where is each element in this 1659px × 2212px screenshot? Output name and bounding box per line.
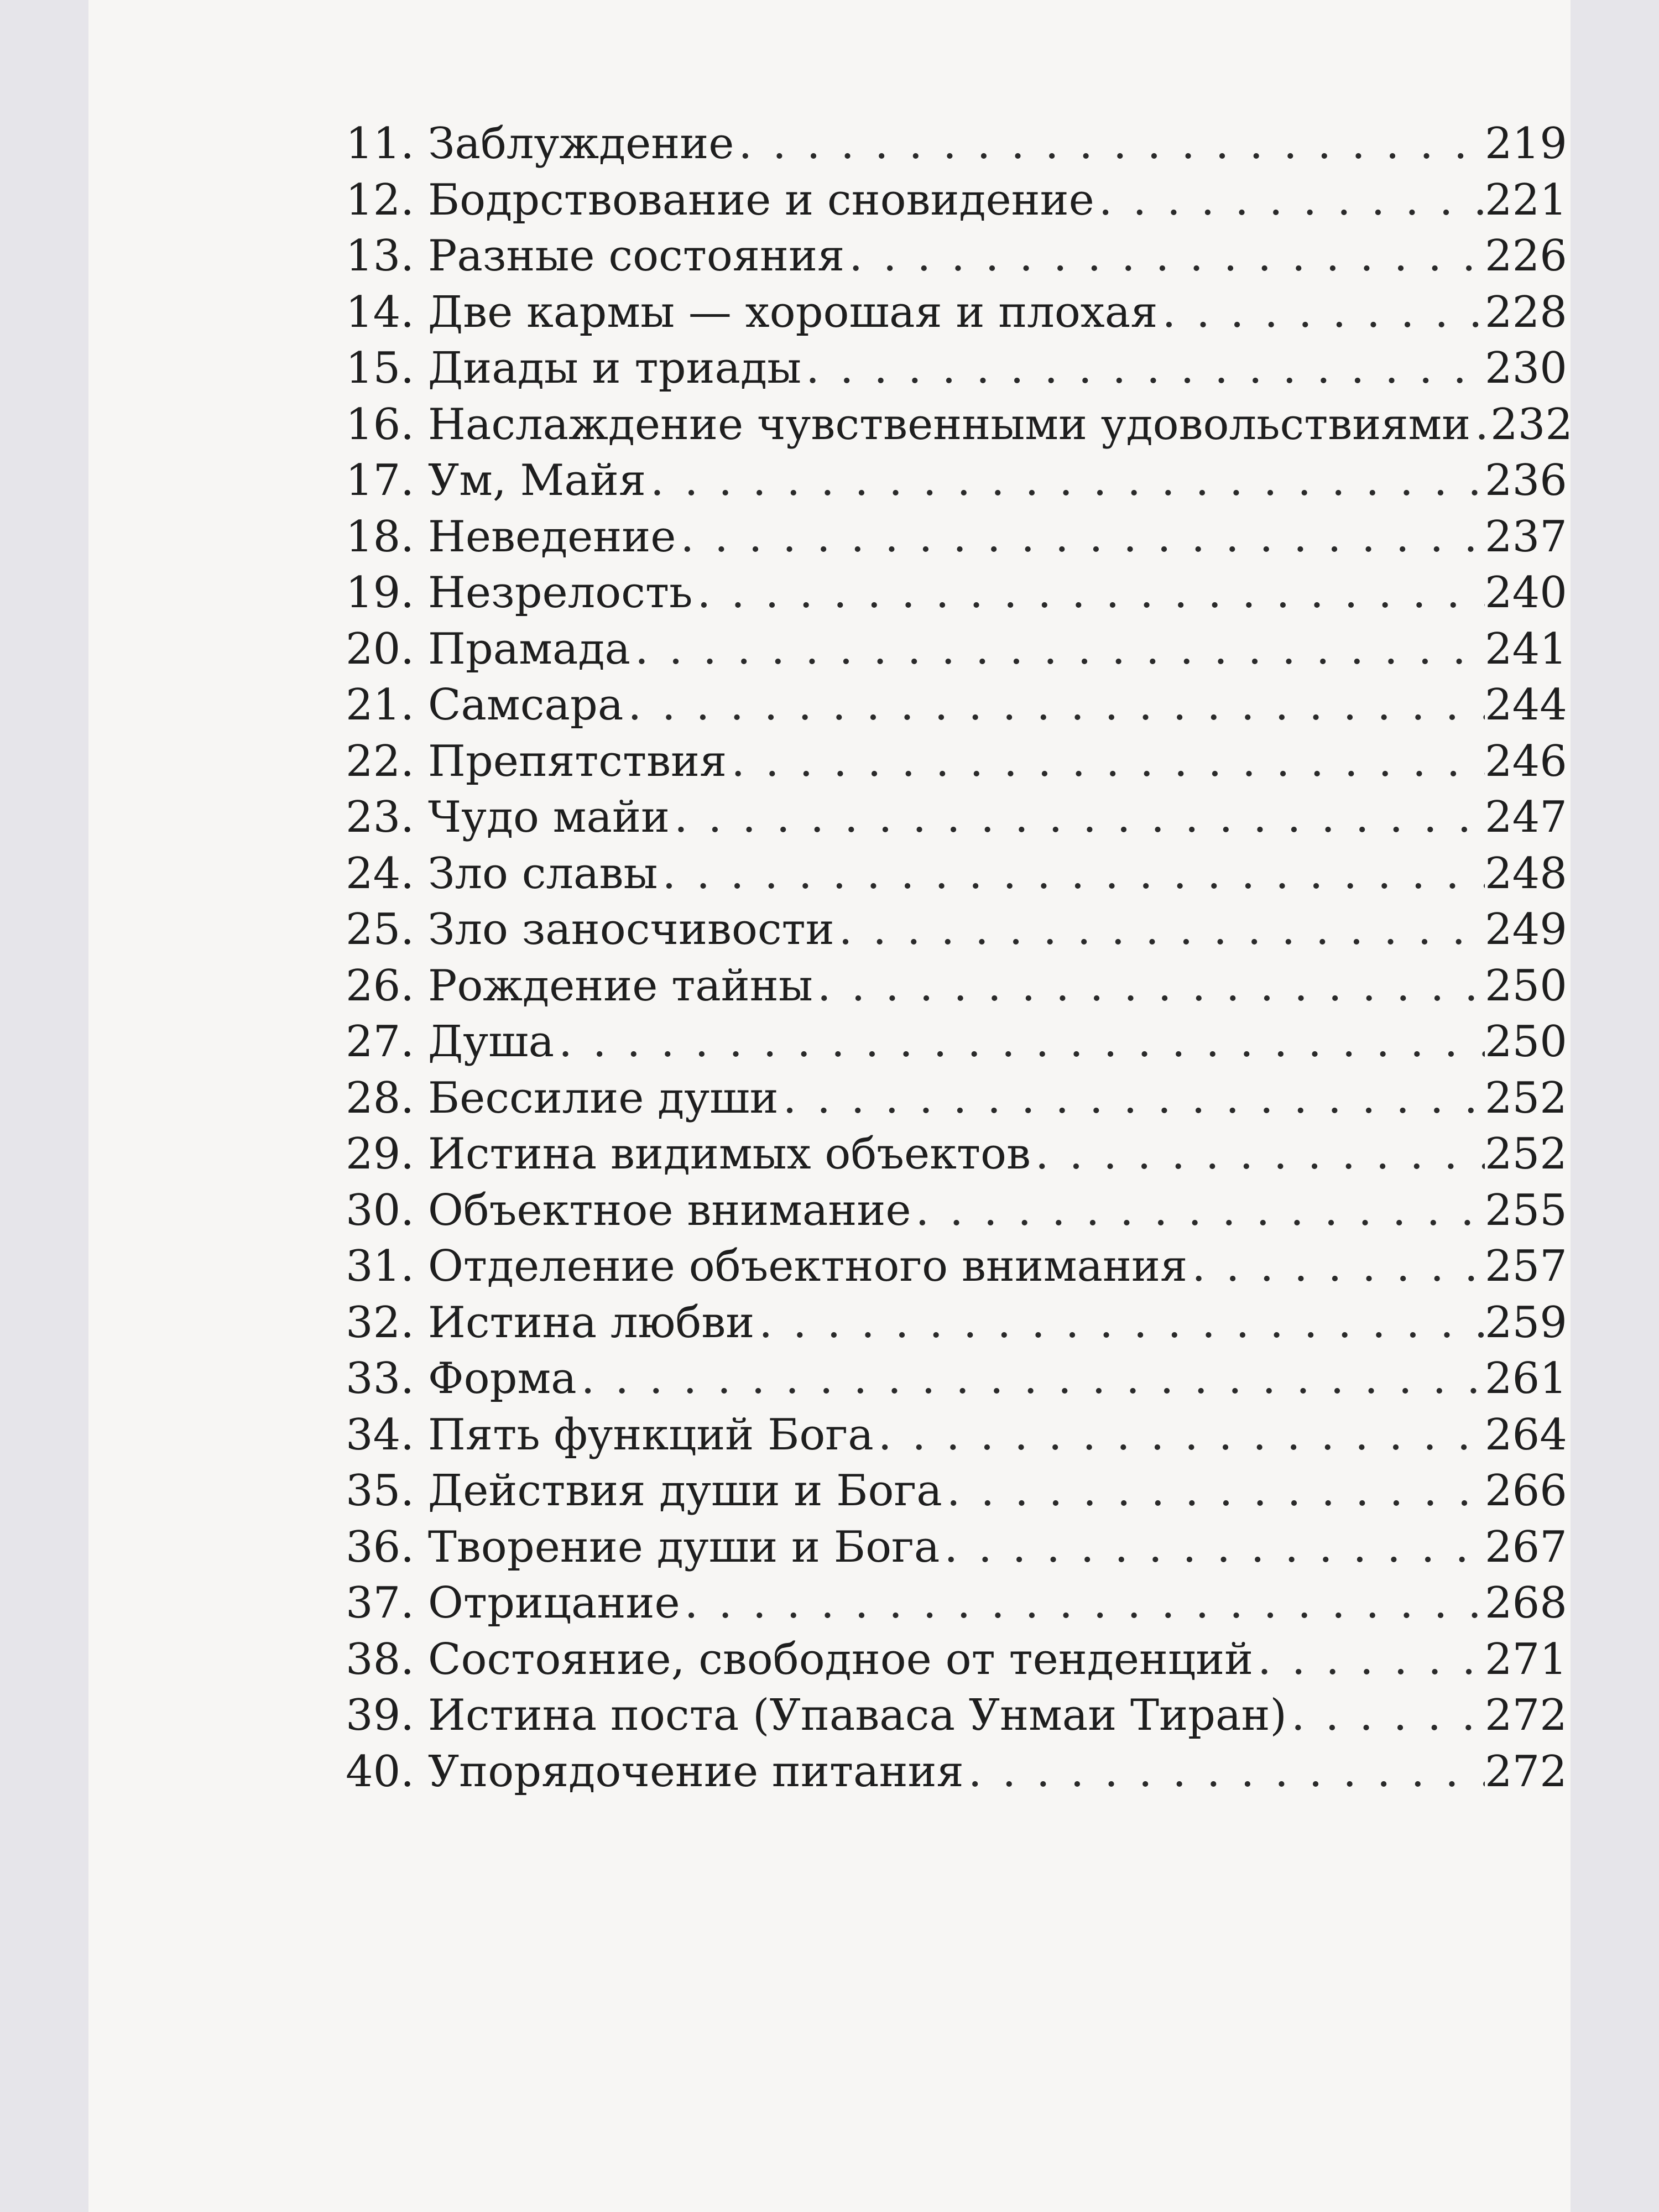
dot-leader [844, 228, 1485, 285]
toc-entry-title: 12. Бодрствование и сновидение [346, 175, 1094, 225]
toc-entry-title: 23. Чудо майи [346, 792, 670, 842]
dot-leader [727, 734, 1485, 790]
toc-entry-page: 267 [1485, 1522, 1567, 1572]
dot-leader [1157, 285, 1485, 341]
toc-entry-page: 244 [1485, 680, 1567, 730]
dot-leader [676, 509, 1485, 566]
toc-entry-title: 36. Творение души и Бога [346, 1522, 940, 1572]
dot-leader [942, 1463, 1485, 1520]
toc-entry-title: 20. Прамада [346, 624, 630, 674]
toc-entry-page: 272 [1485, 1746, 1567, 1797]
toc-entry-title: 17. Ум, Майя [346, 456, 646, 505]
dot-leader [874, 1407, 1485, 1464]
toc-entry [346, 1295, 1567, 1352]
toc-entry-title: 29. Истина видимых объектов [346, 1129, 1031, 1179]
toc-entry-title: 38. Состояние, свободное от тенденций [346, 1634, 1254, 1684]
toc-entry-page: 268 [1485, 1578, 1567, 1628]
toc-entry-title: 34. Пять функций Бога [346, 1410, 874, 1460]
toc-entry-page: 247 [1485, 792, 1567, 842]
toc-entry-page: 250 [1485, 1017, 1567, 1067]
dot-leader [779, 1071, 1485, 1127]
toc-entry-title: 22. Препятствия [346, 736, 727, 786]
dot-leader [813, 958, 1485, 1015]
dot-leader [680, 1575, 1485, 1632]
toc-entry-page: 271 [1485, 1634, 1567, 1684]
toc-entry [346, 1126, 1567, 1183]
toc-entry-title: 19. Незрелость [346, 568, 693, 618]
toc-entry-title: 16. Наслаждение чувственными удовольствиями [346, 399, 1471, 450]
toc-entry [346, 116, 1567, 173]
toc-entry-title: 30. Объектное внимание [346, 1185, 911, 1235]
dot-leader [1031, 1126, 1485, 1183]
toc-entry-title: 35. Действия души и Бога [346, 1466, 942, 1516]
toc-entry-title: 33. Форма [346, 1354, 577, 1404]
toc-entry [346, 846, 1567, 902]
dot-leader [834, 902, 1485, 958]
toc-entry-page: 264 [1485, 1410, 1567, 1460]
dot-leader [630, 622, 1485, 678]
toc-entry-page: 230 [1485, 343, 1567, 393]
toc-entry-title: 18. Неведение [346, 512, 676, 562]
toc-entry [346, 1239, 1567, 1295]
toc-entry-page: 237 [1485, 512, 1567, 562]
toc-entry-title: 25. Зло заносчивости [346, 905, 834, 954]
toc-entry [346, 228, 1567, 285]
toc-entry-title: 21. Самсара [346, 680, 624, 730]
toc-entry [346, 734, 1567, 790]
toc-entry-page: 248 [1485, 848, 1567, 899]
toc-entry [346, 677, 1567, 734]
dot-leader [692, 565, 1485, 622]
toc-entry-page: 241 [1485, 624, 1567, 674]
toc-entry-page: 250 [1485, 961, 1567, 1011]
toc-entry [346, 509, 1567, 566]
toc-entry [346, 622, 1567, 678]
toc-entry-title: 32. Истина любви [346, 1297, 755, 1348]
toc-entry [346, 1575, 1567, 1632]
dot-leader [1287, 1688, 1485, 1744]
dot-leader [911, 1183, 1485, 1239]
toc-entry [346, 790, 1567, 846]
toc-entry-page: 252 [1485, 1129, 1567, 1179]
toc-entry-title: 14. Две кармы — хорошая и плохая [346, 287, 1158, 337]
dot-leader [1253, 1632, 1485, 1688]
toc-entry-title: 28. Бессилие души [346, 1073, 779, 1123]
toc-entry [346, 902, 1567, 958]
book-page [88, 0, 1571, 2212]
toc-entry-page: 226 [1485, 231, 1567, 281]
table-of-contents [346, 116, 1573, 1800]
toc-entry [346, 958, 1567, 1015]
toc-entry-page: 272 [1485, 1691, 1567, 1740]
dot-leader [1094, 173, 1485, 229]
toc-entry-page: 219 [1485, 119, 1567, 169]
dot-leader [670, 790, 1485, 846]
toc-entry-page: 228 [1485, 287, 1567, 337]
toc-entry [346, 1014, 1567, 1071]
toc-entry [346, 1351, 1567, 1407]
toc-entry [346, 285, 1567, 341]
toc-entry-page: 221 [1485, 175, 1567, 225]
dot-leader [940, 1520, 1485, 1576]
toc-entry-title: 15. Диады и триады [346, 343, 802, 393]
dot-leader [577, 1351, 1485, 1407]
dot-leader [734, 116, 1485, 173]
toc-entry-page: 232 [1490, 399, 1573, 450]
dot-leader [554, 1014, 1485, 1071]
toc-entry-title: 39. Истина поста (Упаваса Унмаи Тиран) [346, 1691, 1287, 1740]
toc-entry-title: 40. Упорядочение питания [346, 1746, 964, 1797]
toc-entry [346, 1688, 1567, 1744]
toc-entry-page: 261 [1485, 1354, 1567, 1404]
toc-entry [346, 1744, 1567, 1801]
toc-entry-page: 255 [1485, 1185, 1567, 1235]
toc-entry-title: 24. Зло славы [346, 848, 658, 899]
dot-leader [1187, 1239, 1485, 1295]
toc-entry [346, 1407, 1567, 1464]
toc-entry [346, 173, 1567, 229]
toc-entry-page: 249 [1485, 905, 1567, 954]
toc-entry-page: 257 [1485, 1241, 1567, 1291]
dot-leader [801, 341, 1485, 397]
toc-entry [346, 453, 1567, 509]
toc-entry-page: 240 [1485, 568, 1567, 618]
dot-leader [658, 846, 1485, 902]
toc-entry [346, 341, 1567, 397]
toc-entry-page: 236 [1485, 456, 1567, 505]
toc-entry-title: 27. Душа [346, 1017, 555, 1067]
toc-entry-title: 11. Заблуждение [346, 119, 734, 169]
toc-entry [346, 565, 1567, 622]
toc-entry-title: 31. Отделение объектного внимания [346, 1241, 1188, 1291]
dot-leader [646, 453, 1485, 509]
dot-leader [1470, 397, 1490, 453]
dot-leader [964, 1744, 1485, 1801]
toc-entry-title: 37. Отрицание [346, 1578, 680, 1628]
toc-entry [346, 1463, 1567, 1520]
toc-entry-page: 246 [1485, 736, 1567, 786]
toc-entry [346, 1071, 1567, 1127]
toc-entry-page: 252 [1485, 1073, 1567, 1123]
toc-entry [346, 1520, 1567, 1576]
dot-leader [754, 1295, 1485, 1352]
toc-entry-page: 259 [1485, 1297, 1567, 1348]
toc-entry-page: 266 [1485, 1466, 1567, 1516]
toc-entry [346, 1632, 1567, 1688]
toc-entry [346, 1183, 1567, 1239]
toc-entry-title: 13. Разные состояния [346, 231, 845, 281]
toc-entry [346, 397, 1573, 453]
toc-entry-title: 26. Рождение тайны [346, 961, 813, 1011]
dot-leader [623, 677, 1485, 734]
